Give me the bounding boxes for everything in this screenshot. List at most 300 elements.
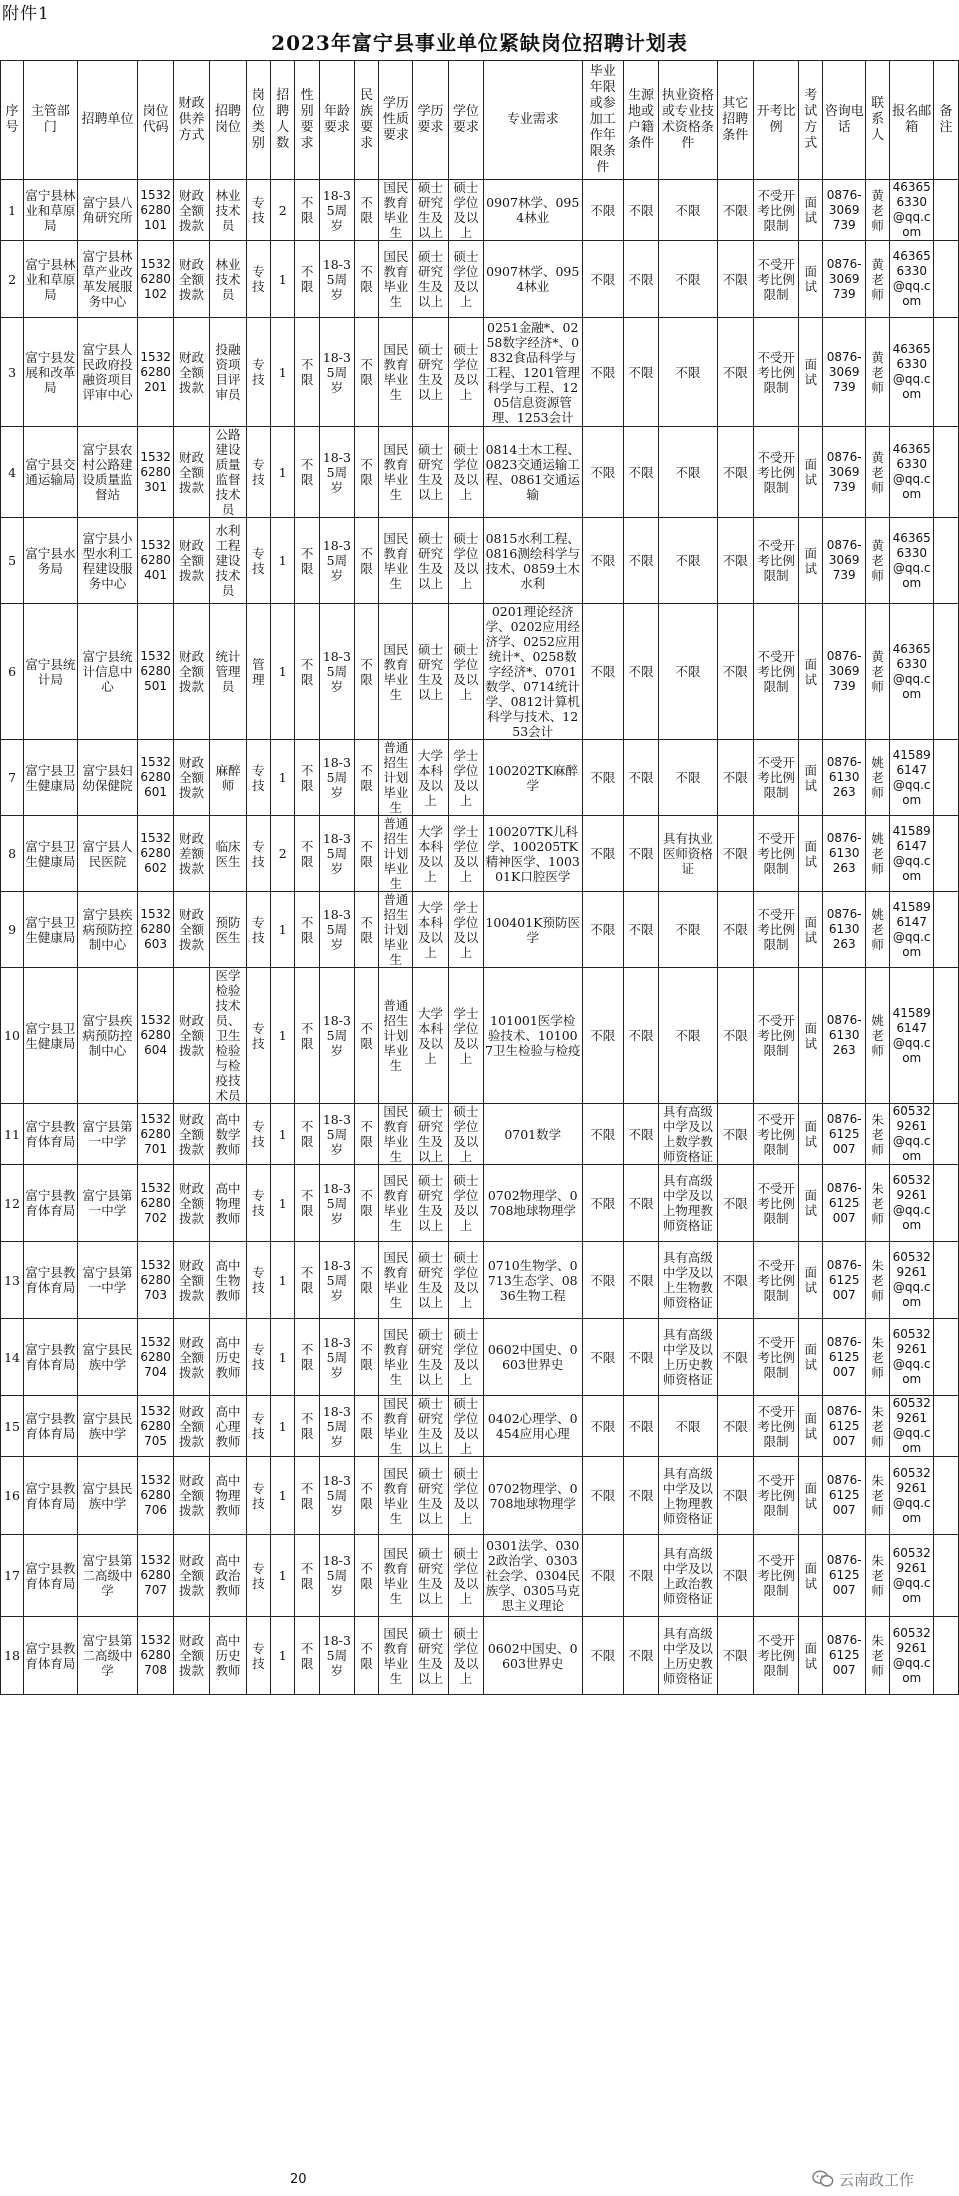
table-row: [1, 1319, 959, 1396]
table-cell: 60532 9261 @qq.c om: [890, 1457, 934, 1535]
table-cell: 5: [1, 518, 24, 604]
table-cell: 不限: [582, 816, 623, 892]
table-cell: 不限: [717, 1457, 754, 1535]
table-cell: 普通招生计划毕业生: [379, 740, 413, 816]
table-cell: 面试: [799, 1165, 823, 1242]
table-cell: 大学本科及以上: [413, 816, 448, 892]
table-cell: 财政全额拨款: [173, 427, 210, 518]
table-cell: 统计管理员: [210, 604, 247, 740]
table-cell: 面试: [799, 1535, 823, 1617]
table-cell: 财政全额拨款: [173, 241, 210, 318]
table-cell: 1532 6280 703: [138, 1242, 173, 1319]
table-cell: 1: [271, 1457, 295, 1535]
table-cell: [934, 180, 959, 241]
table-cell: 1532 6280 701: [138, 1104, 173, 1165]
table-cell: 3: [1, 318, 24, 427]
table-cell: 富宁县水务局: [24, 518, 78, 604]
table-cell: 硕士学位及以上: [448, 241, 483, 318]
table-cell: 专技: [246, 518, 270, 604]
header-cell: 学历要求: [413, 61, 448, 180]
header-cell: 毕业年限或参加工作年限条件: [582, 61, 623, 180]
table-cell: 投融资项目评审员: [210, 318, 247, 427]
header-cell: 年龄要求: [319, 61, 354, 180]
table-cell: 不受开考比例限制: [754, 427, 799, 518]
table-cell: 不限: [295, 968, 319, 1104]
table-cell: 朱老师: [865, 1165, 889, 1242]
table-cell: 不限: [582, 1617, 623, 1695]
table-cell: 黄老师: [865, 518, 889, 604]
table-cell: 富宁县卫生健康局: [24, 892, 78, 968]
table-cell: 不限: [295, 740, 319, 816]
table-cell: 朱老师: [865, 1319, 889, 1396]
table-cell: 不限: [623, 318, 658, 427]
table-cell: 富宁县妇幼保健院: [77, 740, 138, 816]
table-cell: 60532 9261 @qq.c om: [890, 1535, 934, 1617]
table-cell: 不受开考比例限制: [754, 518, 799, 604]
table-cell: 不限: [582, 318, 623, 427]
table-cell: 国民教育毕业生: [379, 1617, 413, 1695]
table-cell: 0201理论经济学、0202应用经济学、0252应用统计*、0258数字经济*、0701数学、0714统计学、0812计算机科学与技术、1253会计: [483, 604, 582, 740]
table-cell: 0876-3069 739: [823, 604, 866, 740]
table-cell: 不限: [355, 1457, 379, 1535]
table-cell: 面试: [799, 241, 823, 318]
table-cell: [934, 816, 959, 892]
table-cell: 不限: [717, 1242, 754, 1319]
table-row: [1, 604, 959, 740]
table-cell: 不限: [295, 1457, 319, 1535]
table-cell: 1532 6280 708: [138, 1617, 173, 1695]
table-cell: 0876-6125 007: [823, 1242, 866, 1319]
table-cell: 100207TK儿科学、100205TK精神医学、100301K口腔医学: [483, 816, 582, 892]
table-cell: 不限: [659, 241, 717, 318]
table-cell: 专技: [246, 968, 270, 1104]
table-cell: 面试: [799, 180, 823, 241]
table-cell: 不限: [355, 1104, 379, 1165]
table-cell: 朱老师: [865, 1535, 889, 1617]
table-cell: 国民教育毕业生: [379, 318, 413, 427]
table-cell: 不限: [355, 1242, 379, 1319]
table-cell: 专技: [246, 1165, 270, 1242]
table-cell: 不限: [623, 968, 658, 1104]
table-cell: 具有高级中学及以上政治教师资格证: [659, 1535, 717, 1617]
table-cell: 财政全额拨款: [173, 604, 210, 740]
table-cell: 41589 6147 @qq.c om: [890, 892, 934, 968]
table-cell: 0907林学、0954林业: [483, 180, 582, 241]
table-cell: 4: [1, 427, 24, 518]
table-cell: 0876-3069 739: [823, 518, 866, 604]
table-cell: 1532 6280 707: [138, 1535, 173, 1617]
table-cell: [934, 1396, 959, 1457]
table-cell: 富宁县教育体育局: [24, 1242, 78, 1319]
table-cell: 0876-3069 739: [823, 427, 866, 518]
table-cell: 100401K预防医学: [483, 892, 582, 968]
table-cell: 不限: [717, 892, 754, 968]
table-cell: 不限: [355, 1165, 379, 1242]
table-cell: 富宁县民族中学: [77, 1319, 138, 1396]
table-cell: 水利工程建设技术员: [210, 518, 247, 604]
table-cell: 不限: [295, 427, 319, 518]
table-cell: 17: [1, 1535, 24, 1617]
table-cell: 不限: [582, 1457, 623, 1535]
table-cell: 9: [1, 892, 24, 968]
table-cell: 1532 6280 705: [138, 1396, 173, 1457]
table-cell: 面试: [799, 740, 823, 816]
table-cell: 普通招生计划毕业生: [379, 816, 413, 892]
table-cell: 18-35周岁: [319, 1617, 354, 1695]
table-cell: 0876-3069 739: [823, 318, 866, 427]
table-cell: 大学本科及以上: [413, 968, 448, 1104]
table-cell: 富宁县教育体育局: [24, 1535, 78, 1617]
header-cell: 咨询电话: [823, 61, 866, 180]
table-cell: 学士学位及以上: [448, 816, 483, 892]
table-cell: 不限: [295, 1242, 319, 1319]
table-cell: 1: [271, 1319, 295, 1396]
table-cell: 富宁县教育体育局: [24, 1396, 78, 1457]
header-cell: 民族要求: [355, 61, 379, 180]
table-cell: 富宁县教育体育局: [24, 1617, 78, 1695]
table-cell: 面试: [799, 518, 823, 604]
watermark: [812, 2166, 957, 2192]
table-cell: 0701数学: [483, 1104, 582, 1165]
table-cell: 专技: [246, 1457, 270, 1535]
table-cell: 不限: [582, 604, 623, 740]
table-cell: 1: [1, 180, 24, 241]
table-cell: 6: [1, 604, 24, 740]
table-cell: 硕士学位及以上: [448, 1104, 483, 1165]
table-cell: 专技: [246, 1319, 270, 1396]
table-row: [1, 740, 959, 816]
table-cell: 国民教育毕业生: [379, 1165, 413, 1242]
table-cell: 46365 6330 @qq.c om: [890, 427, 934, 518]
header-cell: 备注: [934, 61, 959, 180]
table-cell: 林业技术员: [210, 241, 247, 318]
table-cell: 不受开考比例限制: [754, 318, 799, 427]
table-cell: 不限: [295, 318, 319, 427]
table-cell: [934, 604, 959, 740]
table-cell: 60532 9261 @qq.c om: [890, 1104, 934, 1165]
header-cell: 其它招聘条件: [717, 61, 754, 180]
table-row: [1, 318, 959, 427]
table-row: [1, 427, 959, 518]
table-cell: 0251金融*、0258数字经济*、0832食品科学与工程、1201管理科学与工程、1205信息资源管理、1253会计: [483, 318, 582, 427]
table-cell: 财政全额拨款: [173, 1165, 210, 1242]
table-cell: 1532 6280 201: [138, 318, 173, 427]
table-cell: 60532 9261 @qq.c om: [890, 1242, 934, 1319]
table-cell: 学士学位及以上: [448, 968, 483, 1104]
table-cell: 不受开考比例限制: [754, 968, 799, 1104]
table-cell: 硕士学位及以上: [448, 1396, 483, 1457]
table-cell: 不限: [717, 1319, 754, 1396]
table-cell: 不限: [295, 1617, 319, 1695]
table-cell: 0876-6125 007: [823, 1617, 866, 1695]
table-cell: 18-35周岁: [319, 318, 354, 427]
table-cell: 0907林学、0954林业: [483, 241, 582, 318]
table-cell: 101001医学检验技术、101007卫生检验与检疫: [483, 968, 582, 1104]
table-cell: 不限: [717, 1617, 754, 1695]
table-cell: [934, 1242, 959, 1319]
table-cell: [934, 427, 959, 518]
table-cell: 11: [1, 1104, 24, 1165]
table-cell: 不限: [355, 318, 379, 427]
table-cell: 不限: [355, 1535, 379, 1617]
table-cell: 41589 6147 @qq.c om: [890, 816, 934, 892]
table-cell: 不限: [623, 180, 658, 241]
table-cell: 不限: [355, 1319, 379, 1396]
header-cell: 学历性质要求: [379, 61, 413, 180]
table-cell: 管理: [246, 604, 270, 740]
table-cell: 0876-6125 007: [823, 1396, 866, 1457]
table-cell: 0402心理学、0454应用心理: [483, 1396, 582, 1457]
table-cell: 富宁县第一中学: [77, 1104, 138, 1165]
table-cell: 不限: [295, 1535, 319, 1617]
table-cell: 不限: [717, 1165, 754, 1242]
table-cell: 1: [271, 241, 295, 318]
table-row: [1, 1165, 959, 1242]
table-cell: 不受开考比例限制: [754, 892, 799, 968]
table-cell: 富宁县教育体育局: [24, 1104, 78, 1165]
table-cell: 不限: [355, 427, 379, 518]
table-cell: 不限: [717, 604, 754, 740]
table-cell: 学士学位及以上: [448, 892, 483, 968]
table-cell: [934, 1319, 959, 1396]
table-cell: 14: [1, 1319, 24, 1396]
table-cell: 富宁县第二高级中学: [77, 1535, 138, 1617]
table-cell: 面试: [799, 318, 823, 427]
table-cell: 财政全额拨款: [173, 1617, 210, 1695]
table-cell: 18-35周岁: [319, 1104, 354, 1165]
table-cell: 财政差额拨款: [173, 816, 210, 892]
table-cell: 不限: [659, 604, 717, 740]
table-cell: 1532 6280 704: [138, 1319, 173, 1396]
table-cell: 10: [1, 968, 24, 1104]
table-cell: 不限: [582, 518, 623, 604]
table-cell: 大学本科及以上: [413, 740, 448, 816]
table-cell: 姚老师: [865, 892, 889, 968]
table-cell: 具有高级中学及以上数学教师资格证: [659, 1104, 717, 1165]
table-cell: 2: [271, 180, 295, 241]
table-cell: 1: [271, 1617, 295, 1695]
table-cell: 不限: [623, 1104, 658, 1165]
table-cell: 不限: [355, 241, 379, 318]
table-cell: 18: [1, 1617, 24, 1695]
table-row: [1, 1396, 959, 1457]
table-cell: 朱老师: [865, 1242, 889, 1319]
table-cell: 18-35周岁: [319, 1535, 354, 1617]
table-cell: 富宁县教育体育局: [24, 1165, 78, 1242]
table-cell: 面试: [799, 1104, 823, 1165]
table-cell: 面试: [799, 1617, 823, 1695]
table-cell: 不受开考比例限制: [754, 1319, 799, 1396]
table-cell: 1532 6280 706: [138, 1457, 173, 1535]
table-cell: 不限: [582, 427, 623, 518]
table-cell: 不限: [659, 518, 717, 604]
table-cell: 1: [271, 1104, 295, 1165]
table-cell: 不限: [582, 892, 623, 968]
table-cell: [934, 892, 959, 968]
recruitment-table: [0, 27, 959, 1695]
table-cell: 18-35周岁: [319, 892, 354, 968]
header-cell: 主管部门: [24, 61, 78, 180]
header-cell: 序号: [1, 61, 24, 180]
table-cell: 不限: [717, 1535, 754, 1617]
table-cell: 硕士研究生及以上: [413, 1396, 448, 1457]
table-cell: 不限: [582, 740, 623, 816]
header-cell: 岗位类别: [246, 61, 270, 180]
table-cell: 不限: [582, 1104, 623, 1165]
table-cell: 不受开考比例限制: [754, 816, 799, 892]
table-cell: 财政全额拨款: [173, 318, 210, 427]
table-cell: 0602中国史、0603世界史: [483, 1319, 582, 1396]
table-cell: 18-35周岁: [319, 604, 354, 740]
table-cell: [934, 1535, 959, 1617]
table-cell: 国民教育毕业生: [379, 180, 413, 241]
table-cell: 0876-6130 263: [823, 892, 866, 968]
table-cell: 46365 6330 @qq.c om: [890, 180, 934, 241]
table-cell: 0876-6125 007: [823, 1457, 866, 1535]
table-cell: 46365 6330 @qq.c om: [890, 241, 934, 318]
table-cell: 专技: [246, 427, 270, 518]
table-cell: 1532 6280 603: [138, 892, 173, 968]
table-cell: 不限: [717, 968, 754, 1104]
table-cell: 12: [1, 1165, 24, 1242]
table-cell: 不限: [295, 1319, 319, 1396]
table-cell: [934, 241, 959, 318]
attachment-label: 附件1: [2, 4, 50, 24]
table-cell: 姚老师: [865, 740, 889, 816]
table-cell: 临床医生: [210, 816, 247, 892]
table-cell: 医学检验技术员、卫生检验与检疫技术员: [210, 968, 247, 1104]
table-cell: 不限: [717, 816, 754, 892]
table-cell: 不限: [623, 816, 658, 892]
table-cell: 不限: [659, 740, 717, 816]
table-cell: 面试: [799, 604, 823, 740]
table-cell: 专技: [246, 740, 270, 816]
table-cell: 不限: [623, 892, 658, 968]
table-cell: 1532 6280 601: [138, 740, 173, 816]
table-cell: 专技: [246, 1617, 270, 1695]
header-cell: 招聘岗位: [210, 61, 247, 180]
table-cell: 硕士研究生及以上: [413, 1617, 448, 1695]
table-cell: 100202TK麻醉学: [483, 740, 582, 816]
table-cell: [934, 1457, 959, 1535]
table-cell: 0876-6125 007: [823, 1319, 866, 1396]
table-cell: 硕士研究生及以上: [413, 180, 448, 241]
table-cell: 富宁县人民医院: [77, 816, 138, 892]
table-cell: 硕士研究生及以上: [413, 518, 448, 604]
table-cell: 18-35周岁: [319, 968, 354, 1104]
table-cell: 不限: [717, 1104, 754, 1165]
table-cell: 财政全额拨款: [173, 740, 210, 816]
table-cell: 46365 6330 @qq.c om: [890, 518, 934, 604]
table-cell: 麻醉师: [210, 740, 247, 816]
header-row: [1, 61, 959, 180]
table-cell: 硕士研究生及以上: [413, 604, 448, 740]
table-cell: 不限: [355, 518, 379, 604]
table-cell: 富宁县八角研究所: [77, 180, 138, 241]
table-cell: 46365 6330 @qq.c om: [890, 318, 934, 427]
table-cell: [934, 740, 959, 816]
table-cell: 富宁县交通运输局: [24, 427, 78, 518]
table-cell: 1: [271, 1165, 295, 1242]
table-cell: 不限: [659, 892, 717, 968]
table-cell: 0876-6130 263: [823, 740, 866, 816]
table-cell: 高中历史教师: [210, 1617, 247, 1695]
table-cell: 1: [271, 740, 295, 816]
table-cell: 1: [271, 427, 295, 518]
table-cell: 1: [271, 1535, 295, 1617]
table-cell: 硕士学位及以上: [448, 518, 483, 604]
table-cell: 不受开考比例限制: [754, 1535, 799, 1617]
table-cell: 不限: [355, 1617, 379, 1695]
table-cell: [934, 1617, 959, 1695]
table-cell: 富宁县统计局: [24, 604, 78, 740]
table-cell: 黄老师: [865, 241, 889, 318]
table-cell: 不限: [717, 241, 754, 318]
table-cell: 面试: [799, 1242, 823, 1319]
table-cell: 朱老师: [865, 1104, 889, 1165]
table-cell: 财政全额拨款: [173, 892, 210, 968]
table-row: [1, 518, 959, 604]
table-cell: 国民教育毕业生: [379, 241, 413, 318]
table-cell: 不限: [623, 1242, 658, 1319]
table-cell: 大学本科及以上: [413, 892, 448, 968]
table-cell: 不限: [582, 1242, 623, 1319]
table-cell: 1532 6280 401: [138, 518, 173, 604]
header-cell: 考试方式: [799, 61, 823, 180]
table-cell: 不受开考比例限制: [754, 604, 799, 740]
table-cell: 60532 9261 @qq.c om: [890, 1319, 934, 1396]
table-cell: 不限: [582, 1396, 623, 1457]
table-row: [1, 968, 959, 1104]
table-cell: 面试: [799, 427, 823, 518]
table-cell: 0702物理学、0708地球物理学: [483, 1457, 582, 1535]
table-cell: 0702物理学、0708地球物理学: [483, 1165, 582, 1242]
table-cell: 8: [1, 816, 24, 892]
table-cell: 面试: [799, 1457, 823, 1535]
table-row: [1, 1457, 959, 1535]
table-cell: 富宁县林业和草原局: [24, 180, 78, 241]
table-cell: 富宁县农村公路建设质量监督站: [77, 427, 138, 518]
table-cell: 硕士研究生及以上: [413, 1457, 448, 1535]
table-cell: 不限: [623, 1535, 658, 1617]
table-cell: 具有高级中学及以上历史教师资格证: [659, 1617, 717, 1695]
table-cell: 面试: [799, 968, 823, 1104]
table-cell: 专技: [246, 892, 270, 968]
table-cell: 不限: [355, 816, 379, 892]
table-cell: 富宁县教育体育局: [24, 1457, 78, 1535]
table-cell: 不限: [355, 968, 379, 1104]
table-cell: 姚老师: [865, 816, 889, 892]
table-cell: 富宁县卫生健康局: [24, 740, 78, 816]
table-cell: 不限: [623, 1396, 658, 1457]
table-cell: 黄老师: [865, 180, 889, 241]
table-cell: 15: [1, 1396, 24, 1457]
table-cell: 国民教育毕业生: [379, 1319, 413, 1396]
table-cell: 硕士学位及以上: [448, 604, 483, 740]
table-cell: 18-35周岁: [319, 1165, 354, 1242]
table-cell: 具有高级中学及以上历史教师资格证: [659, 1319, 717, 1396]
table-cell: 国民教育毕业生: [379, 1457, 413, 1535]
table-cell: 硕士研究生及以上: [413, 1165, 448, 1242]
table-cell: 60532 9261 @qq.c om: [890, 1396, 934, 1457]
table-cell: 财政全额拨款: [173, 1242, 210, 1319]
table-cell: 18-35周岁: [319, 1319, 354, 1396]
table-cell: 1: [271, 518, 295, 604]
table-cell: 不限: [582, 968, 623, 1104]
table-cell: 硕士研究生及以上: [413, 318, 448, 427]
table-cell: 不受开考比例限制: [754, 180, 799, 241]
table-cell: 60532 9261 @qq.c om: [890, 1165, 934, 1242]
